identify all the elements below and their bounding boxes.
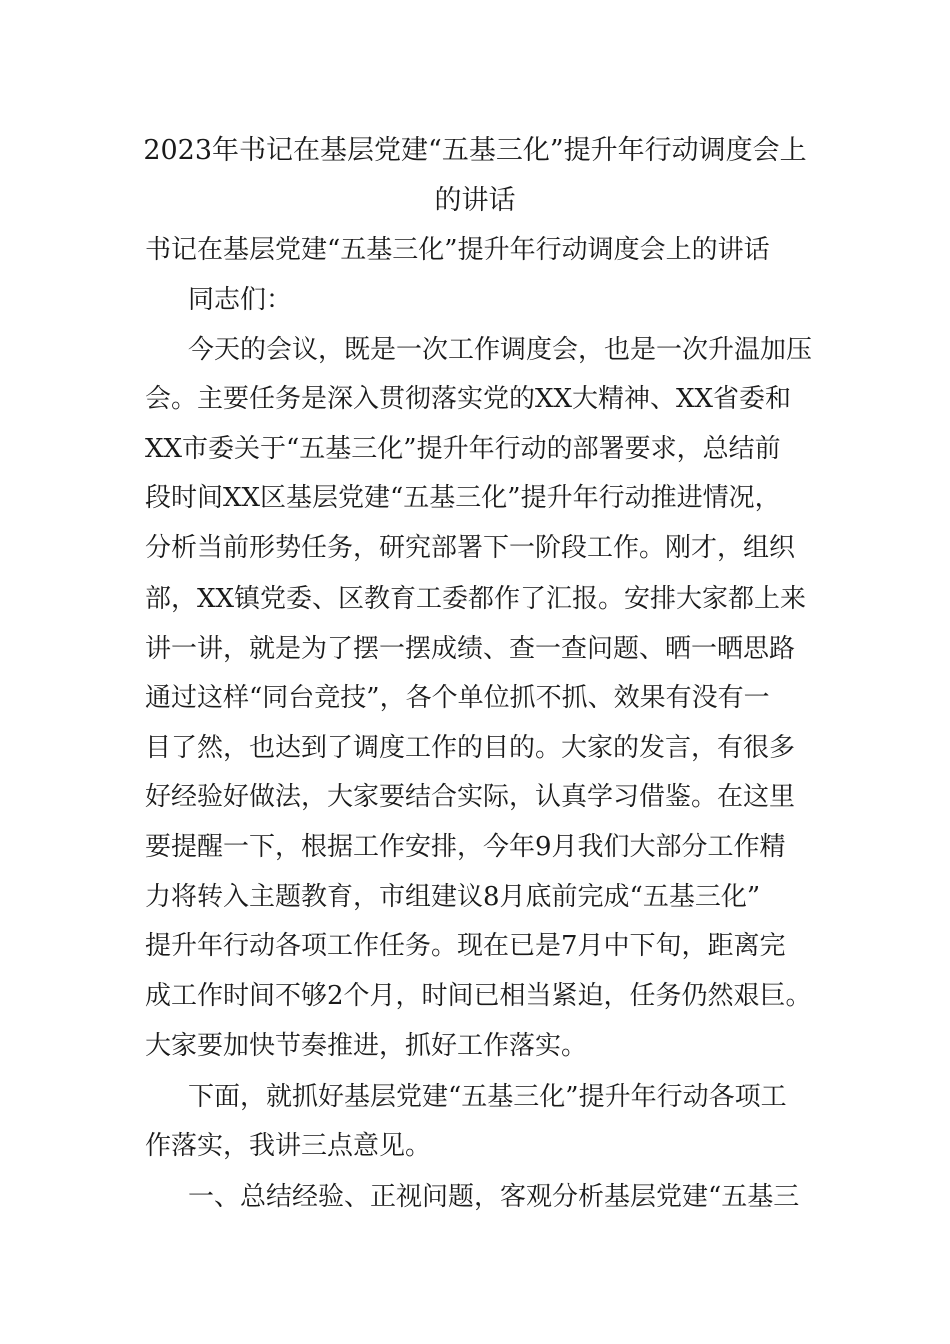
document-title-line-2: 的讲话: [434, 185, 516, 216]
paragraph-line: 目了然，也达到了调度工作的目的。大家的发言，有很多: [145, 733, 796, 763]
paragraph-line: 力将转入主题教育，市组建议8月底前完成“五基三化”: [145, 882, 761, 912]
paragraph-line: 作落实，我讲三点意见。: [145, 1131, 432, 1161]
subtitle-line: 书记在基层党建“五基三化”提升年行动调度会上的讲话: [145, 235, 770, 265]
paragraph-line: XX市委关于“五基三化”提升年行动的部署要求，总结前: [145, 434, 781, 464]
paragraph-line: 分析当前形势任务，研究部署下一阶段工作。刚才，组织: [145, 533, 796, 563]
paragraph-line: 部，XX镇党委、区教育工委都作了汇报。安排大家都上来: [145, 584, 807, 614]
paragraph-line: 下面，就抓好基层党建“五基三化”提升年行动各项工: [188, 1082, 787, 1112]
salutation-line: 同志们：: [188, 285, 293, 315]
paragraph-line: 要提醒一下，根据工作安排，今年9月我们大部分工作精: [145, 832, 786, 862]
paragraph-line: 好经验好做法，大家要结合实际，认真学习借鉴。在这里: [145, 782, 796, 812]
document-title-line-1: 2023年书记在基层党建“五基三化”提升年行动调度会上: [143, 135, 807, 166]
paragraph-line: 成工作时间不够2个月，时间已相当紧迫，任务仍然艰巨。: [145, 981, 812, 1011]
paragraph-line: 讲一讲，就是为了摆一摆成绩、查一查问题、晒一晒思路: [145, 634, 796, 664]
section-heading-line: 一、总结经验、正视问题，客观分析基层党建“五基三: [188, 1182, 800, 1212]
paragraph-line: 今天的会议，既是一次工作调度会，也是一次升温加压: [188, 335, 813, 365]
paragraph-line: 段时间XX区基层党建“五基三化”提升年行动推进情况，: [145, 483, 781, 513]
paragraph-line: 大家要加快节奏推进，抓好工作落实。: [145, 1031, 588, 1061]
paragraph-line: 提升年行动各项工作任务。现在已是7月中下旬，距离完: [145, 931, 786, 961]
paragraph-line: 会。主要任务是深入贯彻落实党的XX大精神、XX省委和: [145, 384, 792, 414]
paragraph-line: 通过这样“同台竞技”，各个单位抓不抓、效果有没有一: [145, 683, 770, 713]
